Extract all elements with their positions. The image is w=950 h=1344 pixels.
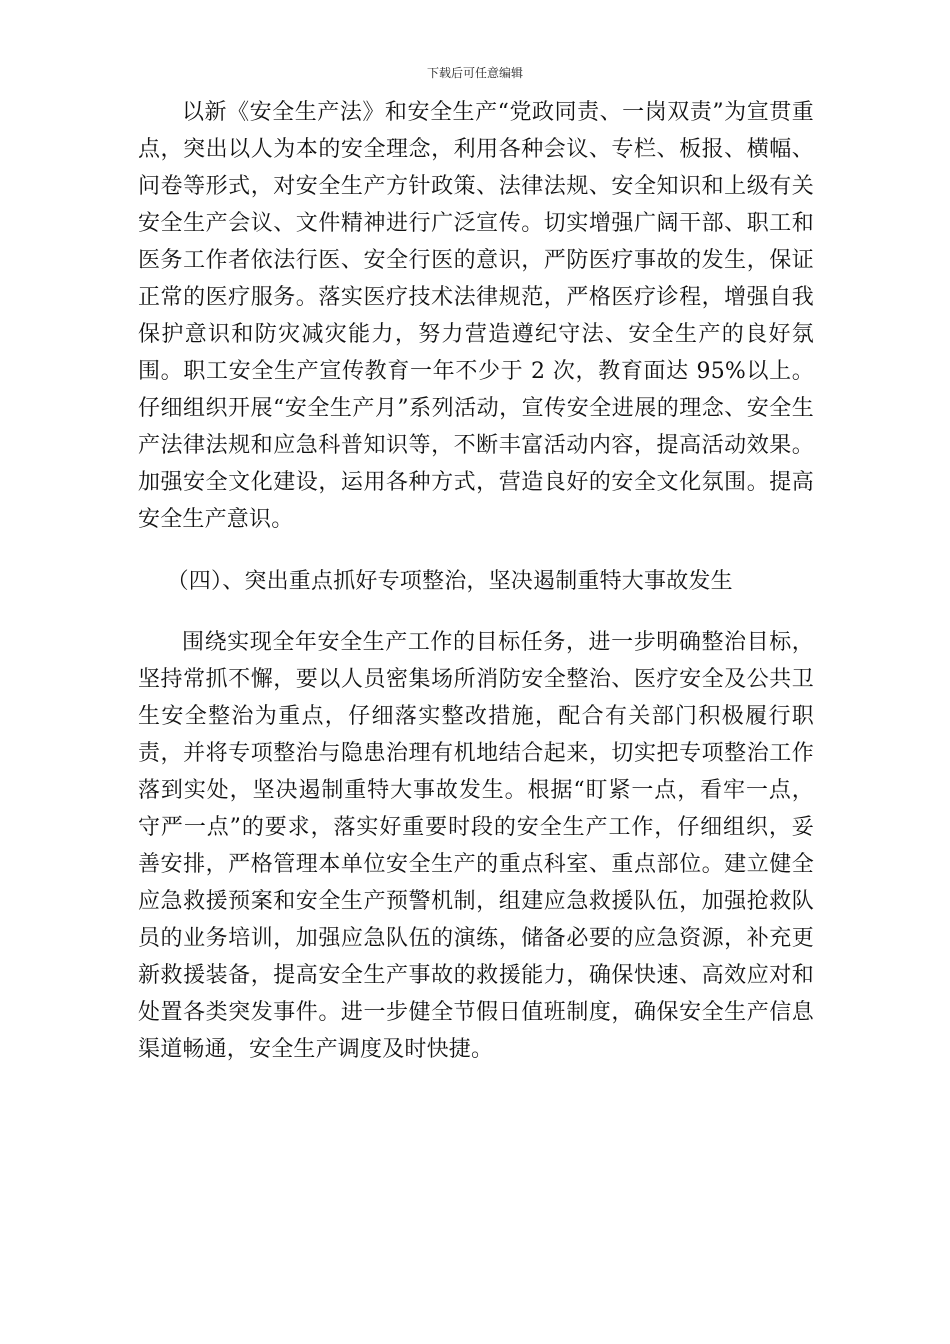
header-note: 下载后可任意编辑 <box>426 66 523 80</box>
section-heading-four: （四）、突出重点抓好专项整治，坚决遏制重特大事故发生 <box>166 569 733 594</box>
paragraph-safety-publicity: 以新《安全生产法》和安全生产“党政同责、一岗双责”为宣贯重点，突出以人为本的安全理念，利用各种会议、专栏、板报、横幅、问卷等形式，对安全生产方针政策、法律法规、安全知识和上级有关安全生产会议、文件精神进行广泛宣传。切实增强广阔干部、职工和医务工作者依法行医、安全行医的意识，严防医疗事故的发生，保证正常的医疗服务。落实医疗技术法律规范，严格医疗诊程，增强自我保护意识和防灾减灾能力，努力营造遵纪守法、安全生产的良好氛围。职工安全生产宣传教育一年不少于 2 次，教育面达 95%以上。仔细组织开展“安全生产月”系列活动，宣传安全进展的理念、安全生产法律法规和应急科普知识等，不断丰富活动内容，提高活动效果。加强安全文化建设，运用各种方式，营造良好的安全文化氛围。提高安全生产意识。 <box>138 100 814 532</box>
paragraph-special-rectification: 围绕实现全年安全生产工作的目标任务，进一步明确整治目标，坚持常抓不懈，要以人员密集场所消防安全整治、医疗安全及公共卫生安全整治为重点，仔细落实整改措施，配合有关部门积极履行职责，并将专项整治与隐患治理有机地结合起来，切实把专项整治工作落到实处，坚决遏制重特大事故发生。根据“盯紧一点，看牢一点，守严一点”的要求，落实好重要时段的安全生产工作，仔细组织，妥善安排，严格管理本单位安全生产的重点科室、重点部位。建立健全应急救援预案和安全生产预警机制，组建应急救援队伍，加强抢救队员的业务培训，加强应急队伍的演练，储备必要的应急资源，补充更新救援装备，提高安全生产事故的救援能力，确保快速、高效应对和处置各类突发事件。进一步健全节假日值班制度，确保安全生产信息渠道畅通，安全生产调度及时快捷。 <box>138 630 814 1062</box>
document-body <box>138 94 814 1068</box>
